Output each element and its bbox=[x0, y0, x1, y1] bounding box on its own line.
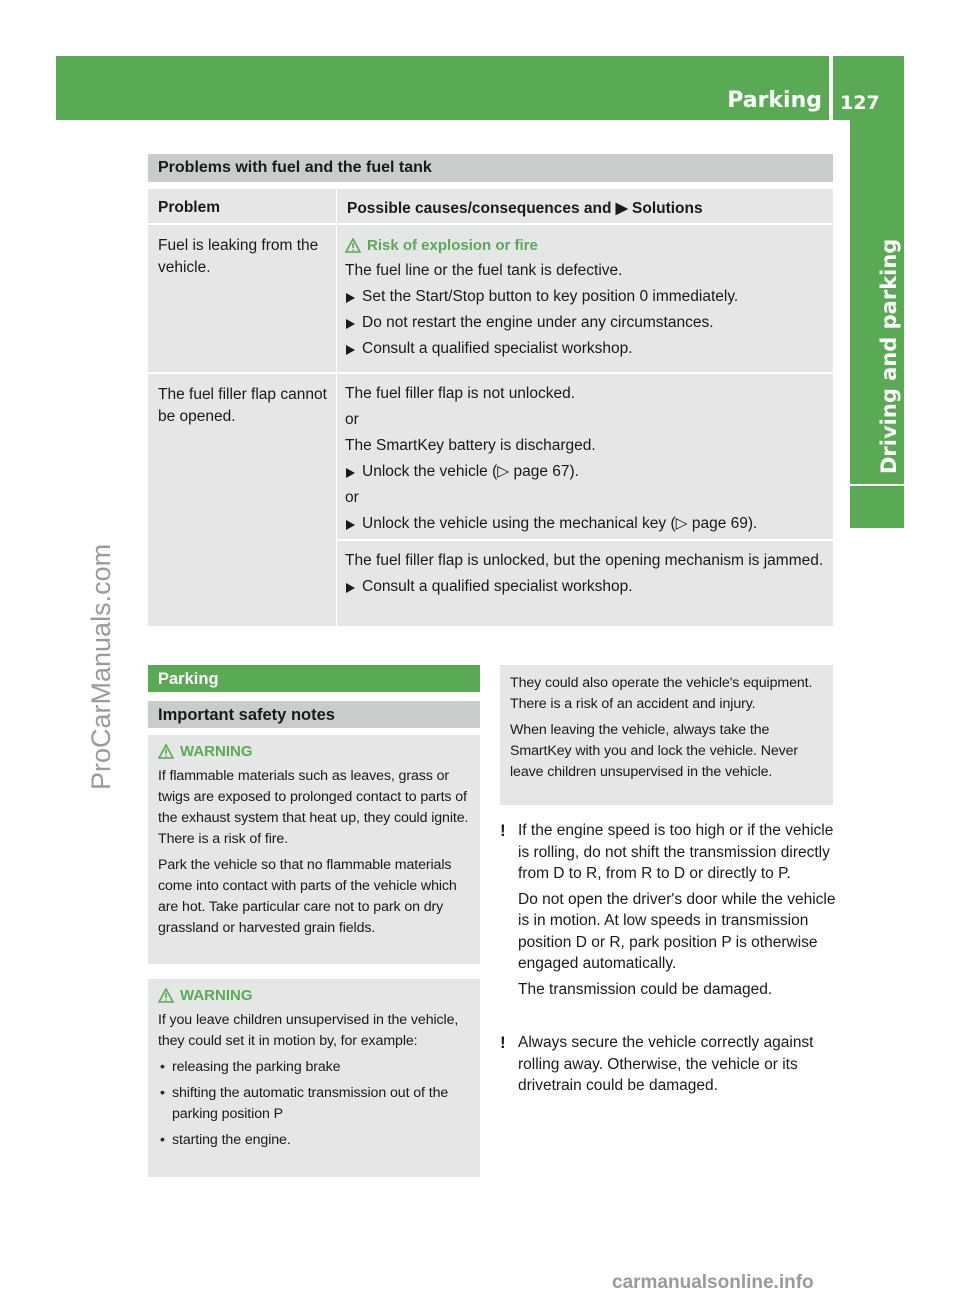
note-text: ! If the engine speed is too high or if the vehicle is rolling, do not shift the transmission directly from D to R, from R to D or directly to P. bbox=[500, 821, 834, 882]
table-row-solution-cell bbox=[336, 224, 833, 372]
arrow-icon bbox=[346, 468, 355, 478]
cause-text: The SmartKey battery is discharged. bbox=[345, 437, 596, 454]
bullet-item: • shifting the automatic transmission out of the parking position P bbox=[158, 1083, 472, 1125]
cause-text: The fuel filler flap is unlocked, but the opening mechanism is jammed. bbox=[345, 552, 824, 569]
note-text: Do not open the driver's door while the vehicle is in motion. At low speeds in transmission position D or R, park position P is otherwise engaged automatically. bbox=[518, 890, 836, 972]
warning-box-fire bbox=[148, 735, 480, 964]
arrow-icon bbox=[346, 345, 355, 355]
table-row-solution-cell bbox=[336, 540, 833, 626]
warning-text: If you leave children unsupervised in the vehicle, they could set it in motion by, for example: bbox=[158, 1012, 459, 1049]
watermark-text: ProCarManuals.com bbox=[86, 543, 116, 790]
action-item: Consult a qualified specialist workshop. bbox=[345, 338, 825, 360]
warning-text: When leaving the vehicle, always take the SmartKey with you and lock the vehicle. Never leave children unsupervised in the vehicle. bbox=[510, 722, 799, 780]
warning-heading bbox=[158, 743, 472, 760]
action-item: Consult a qualified specialist workshop. bbox=[345, 576, 825, 598]
or-text: or bbox=[345, 411, 359, 428]
note-secure-vehicle bbox=[500, 1032, 836, 1101]
note-transmission bbox=[500, 820, 836, 1004]
warning-box-children bbox=[148, 979, 480, 1177]
warning-triangle-icon bbox=[345, 238, 361, 253]
bullet-item: • releasing the parking brake bbox=[158, 1057, 472, 1078]
subsection-title-safety: Important safety notes bbox=[148, 701, 480, 728]
arrow-icon bbox=[346, 520, 355, 530]
column-header-problem: Problem bbox=[148, 189, 336, 223]
note-text: The transmission could be damaged. bbox=[518, 980, 773, 998]
cause-text: The fuel line or the fuel tank is defective. bbox=[345, 262, 623, 279]
warning-label: WARNING bbox=[180, 987, 253, 1004]
warning-text: Park the vehicle so that no flammable materials come into contact with parts of the vehicle which are hot. Take particular care not to park on dry grassland or harvested grain fields. bbox=[158, 857, 457, 936]
warning-triangle-icon bbox=[158, 988, 174, 1003]
action-item: Unlock the vehicle (▷ page 67). bbox=[345, 461, 825, 483]
warning-heading bbox=[158, 987, 472, 1004]
warning-box-children-continued bbox=[500, 665, 833, 805]
problem-text: The fuel filler flap cannot be opened. bbox=[158, 386, 327, 425]
action-item: Unlock the vehicle using the mechanical key (▷ page 69). bbox=[345, 513, 825, 535]
note-text: ! Always secure the vehicle correctly against rolling away. Otherwise, the vehicle or its drivetrain could be damaged. bbox=[500, 1033, 814, 1094]
exclamation-icon: ! bbox=[500, 821, 506, 840]
chapter-tab-label: Driving and parking bbox=[877, 238, 901, 474]
warning-triangle-icon bbox=[158, 744, 174, 759]
section-title-parking: Parking bbox=[148, 665, 480, 692]
column-header-solutions: Possible causes/consequences and ▶ Solutions bbox=[336, 189, 833, 223]
exclamation-icon: ! bbox=[500, 1033, 506, 1052]
footer-watermark: carmanualsonline.info bbox=[612, 1272, 814, 1293]
or-text: or bbox=[345, 489, 359, 506]
action-item: Do not restart the engine under any circumstances. bbox=[345, 312, 825, 334]
warning-heading bbox=[345, 237, 825, 254]
table-row-problem-cell bbox=[148, 224, 336, 372]
page-number: 127 bbox=[840, 92, 880, 114]
arrow-icon bbox=[346, 293, 355, 303]
bullet-item: • starting the engine. bbox=[158, 1130, 472, 1151]
warning-text: They could also operate the vehicle's equipment. There is a risk of an accident and injury. bbox=[510, 675, 813, 712]
warning-label: Risk of explosion or fire bbox=[367, 237, 538, 254]
warning-text: If flammable materials such as leaves, grass or twigs are exposed to prolonged contact to parts of the exhaust system that heat up, they could ignite. There is a risk of fire. bbox=[158, 768, 469, 847]
cause-text: The fuel filler flap is not unlocked. bbox=[345, 385, 576, 402]
page-header-title: Parking bbox=[727, 88, 822, 113]
header-divider bbox=[829, 56, 833, 120]
warning-label: WARNING bbox=[180, 743, 253, 760]
chapter-tab-marker bbox=[850, 486, 904, 528]
arrow-icon bbox=[346, 319, 355, 329]
action-item: Set the Start/Stop button to key position 0 immediately. bbox=[345, 286, 825, 308]
problem-text: Fuel is leaking from the vehicle. bbox=[158, 237, 319, 276]
arrow-icon bbox=[346, 583, 355, 593]
table-row-solution-cell bbox=[336, 373, 833, 539]
fuel-table-title: Problems with fuel and the fuel tank bbox=[148, 154, 833, 182]
table-row-problem-cell bbox=[148, 373, 336, 626]
